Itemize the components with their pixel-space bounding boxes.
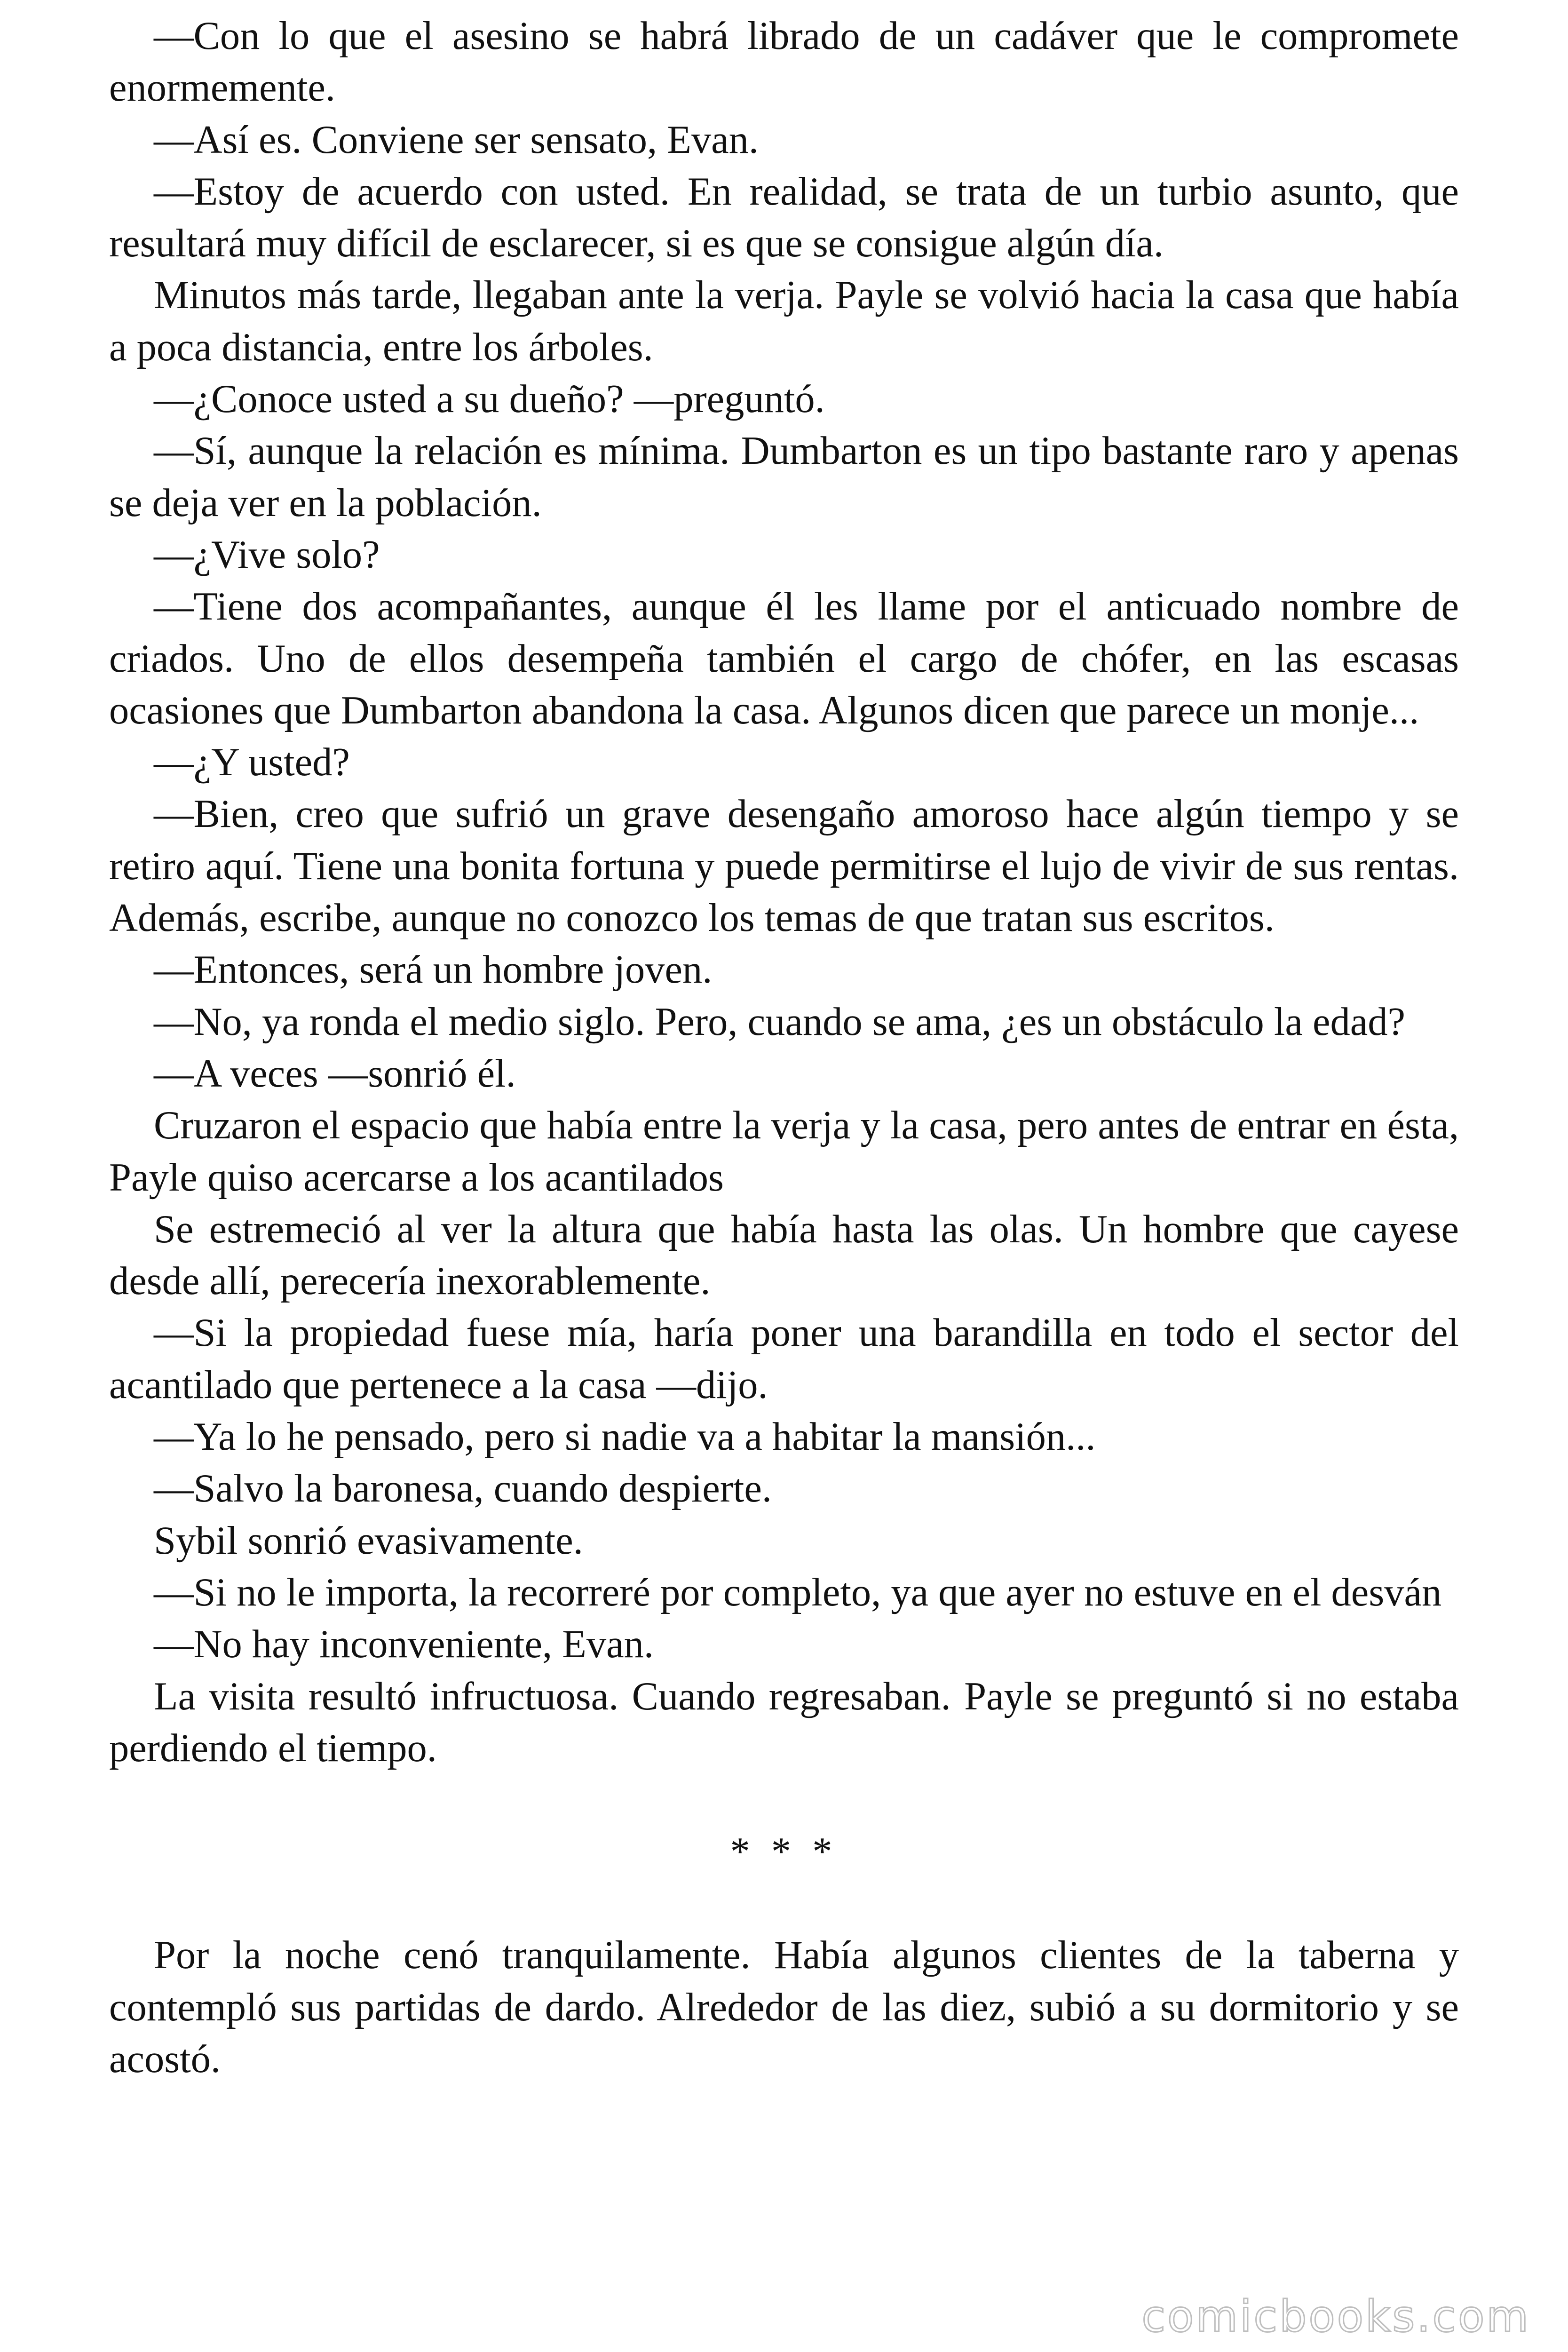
paragraph: —Así es. Conviene ser sensato, Evan. [154,118,759,162]
paragraph: —¿Conoce usted a su dueño? —preguntó. [154,377,825,421]
paragraph: —No, ya ronda el medio siglo. Pero, cuando se ama, ¿es un obstáculo la edad? [154,1000,1405,1044]
paragraph: Sybil sonrió evasivamente. [154,1518,583,1563]
paragraph: —Salvo la baronesa, cuando despierte. [154,1467,772,1511]
watermark: comicbooks.com [1141,2291,1530,2342]
paragraph: —¿Y usted? [154,740,350,785]
book-page [109,10,1459,2306]
paragraph: —Bien, creo que sufrió un grave desengaño amoroso hace algún tiempo y se retiro aquí. Tiene una bonita fortuna y puede permitirse el lujo de vivir de sus rentas. Además, escribe, aunque no conozco los temas de que tratan sus escritos. [109,792,1459,940]
paragraph: La visita resultó infructuosa. Cuando regresaban. Payle se preguntó si no estaba perdiendo el tiempo. [109,1674,1459,1770]
paragraph: —Si la propiedad fuese mía, haría poner una barandilla en todo el sector del acantilado que pertenece a la casa —dijo. [109,1311,1459,1407]
paragraph: Cruzaron el espacio que había entre la verja y la casa, pero antes de entrar en ésta, Payle quiso acercarse a los acantilados [109,1104,1459,1200]
paragraph: —Ya lo he pensado, pero si nadie va a habitar la mansión... [154,1415,1096,1459]
paragraph: —Estoy de acuerdo con usted. En realidad, se trata de un turbio asunto, que resultará muy difícil de esclarecer, si es que se consigue algún día. [109,169,1459,266]
body-text-bottom [109,1930,1459,2085]
paragraph: —Si no le importa, la recorreré por completo, ya que ayer no estuve en el desván [154,1570,1442,1614]
paragraph: —Con lo que el asesino se habrá librado de un cadáver que le compromete enormemente. [109,14,1459,110]
paragraph: Por la noche cenó tranquilamente. Había algunos clientes de la taberna y contempló sus partidas de dardo. Alrededor de las diez, subió a su dormitorio y se acostó. [109,1933,1459,2081]
paragraph: Se estremeció al ver la altura que había hasta las olas. Un hombre que cayese desde allí, perecería inexorablemente. [109,1207,1459,1303]
section-separator: * * * [730,1830,838,1874]
paragraph: —¿Vive solo? [154,532,380,577]
paragraph: —No hay inconveniente, Evan. [154,1622,654,1667]
paragraph: —A veces —sonrió él. [154,1051,516,1096]
paragraph: —Sí, aunque la relación es mínima. Dumbarton es un tipo bastante raro y apenas se deja ver en la población. [109,429,1459,525]
paragraph: —Tiene dos acompañantes, aunque él les llame por el anticuado nombre de criados. Uno de ellos desempeña también el cargo de chófer, en las escasas ocasiones que Dumbarton abandona la casa. Algunos dicen que parece un monje... [109,585,1459,732]
paragraph: Minutos más tarde, llegaban ante la verja. Payle se volvió hacia la casa que había a poca distancia, entre los árboles. [109,273,1459,369]
paragraph: —Entonces, será un hombre joven. [154,948,713,992]
body-text-top [109,10,1459,1774]
